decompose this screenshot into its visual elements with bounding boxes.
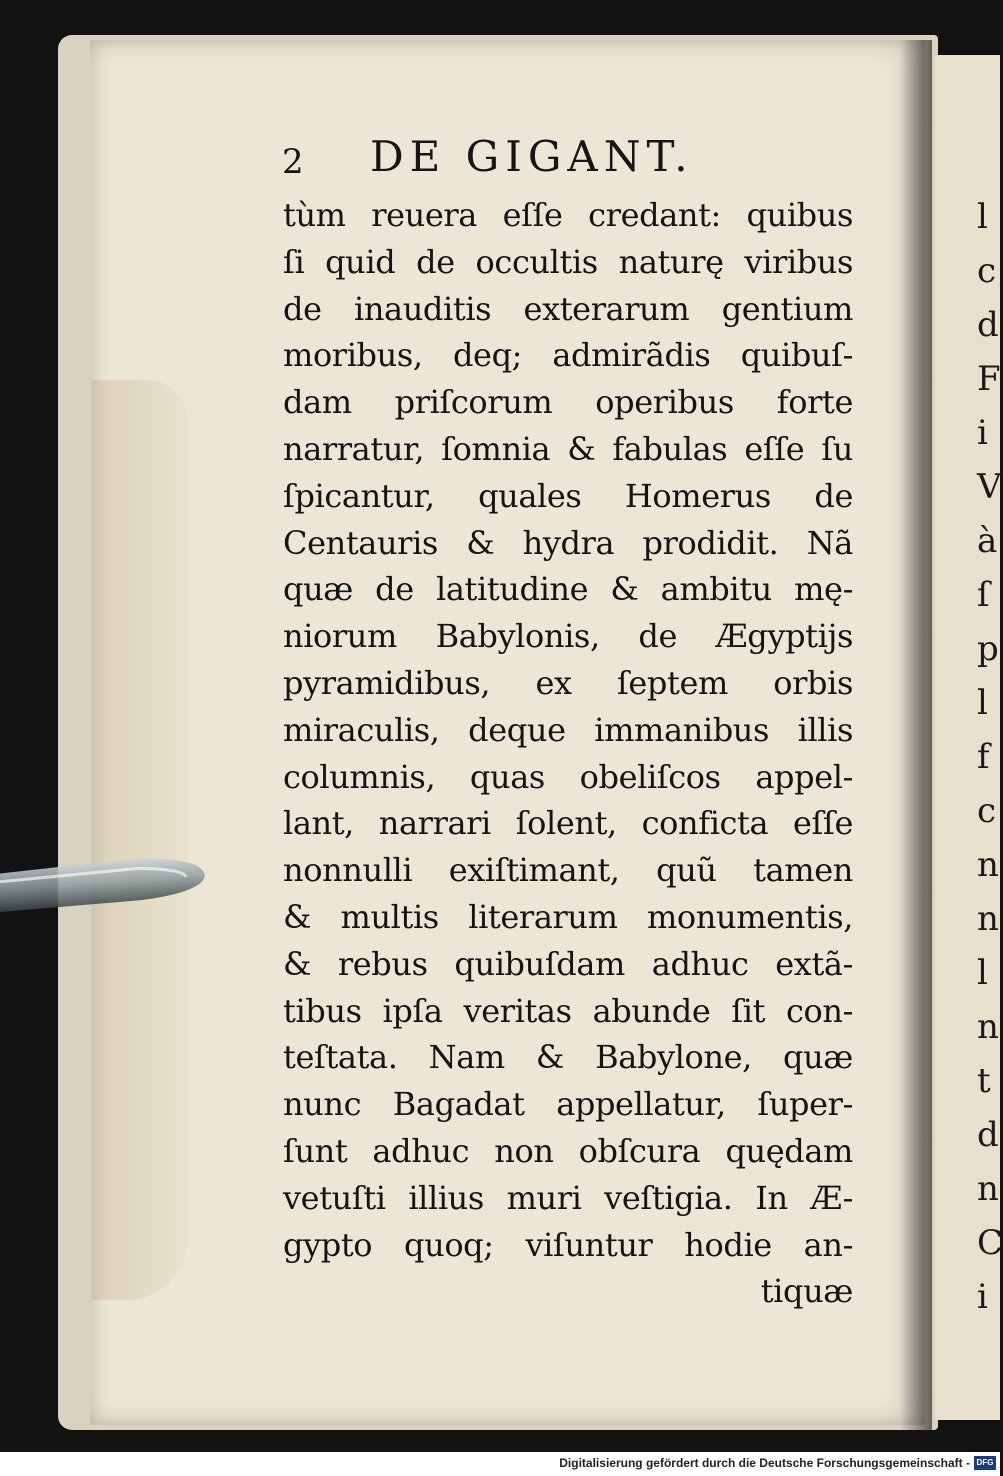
text-line: Centauris & hydra prodidit. Nã	[283, 523, 853, 562]
page-header	[282, 132, 782, 182]
gutter-shadow	[900, 40, 932, 1430]
text-line: teſtata. Nam & Babylone, quæ	[283, 1038, 853, 1077]
text-line: ſunt adhuc non obſcura quędam	[283, 1131, 853, 1170]
page-number: 2	[282, 142, 304, 182]
text-line: narratur, ſomnia & fabulas eſſe ſu	[283, 429, 853, 468]
text-line: ſpicantur, quales Homerus de	[283, 476, 853, 515]
running-head: DE GIGANT.	[370, 132, 694, 181]
facing-page-fragment: F	[977, 359, 1001, 399]
facing-page-fragment: i	[977, 1277, 988, 1317]
text-line: miraculis, deque immanibus illis	[283, 710, 853, 749]
facing-page-fragment: n	[977, 899, 999, 939]
facing-page-fragment: n	[977, 1169, 999, 1209]
facing-page-fragment: t	[977, 1061, 991, 1101]
facing-page-fragment: p	[977, 629, 999, 669]
text-line: gypto quoq; viſuntur hodie an-	[283, 1225, 853, 1264]
text-line: de inauditis exterarum gentium	[283, 289, 853, 328]
text-line: moribus, deq; admirãdis quibuſ-	[283, 336, 853, 375]
body-text	[283, 192, 853, 1315]
facing-page-fragment: l	[977, 683, 988, 723]
text-line: tiquæ	[760, 1272, 853, 1311]
dfg-logo-icon: DFG	[974, 1456, 996, 1470]
facing-page-fragment: ſ	[977, 575, 990, 615]
facing-page-fragment: d	[977, 1115, 999, 1155]
facing-page-fragment: l	[977, 197, 988, 237]
text-line: vetuſti illius muri veſtigia. In Æ-	[283, 1178, 853, 1217]
text-line: quæ de latitudine & ambitu mę-	[283, 570, 853, 609]
text-line: nonnulli exiſtimant, quũ tamen	[283, 851, 853, 890]
footer-credit: Digitalisierung gefördert durch die Deutsche Forschungsgemeinschaft -	[559, 1456, 970, 1470]
facing-page-edge	[935, 55, 1003, 1420]
facing-page-fragment: f	[977, 737, 990, 777]
text-line: tùm reuera eſſe credant: quibus	[283, 196, 853, 234]
text-line: dam priſcorum operibus forte	[283, 383, 853, 422]
facing-page-fragment: n	[977, 845, 999, 885]
footer	[0, 1452, 1000, 1476]
water-stain	[92, 380, 187, 1300]
text-line: nunc Bagadat appellatur, ſuper-	[283, 1085, 853, 1124]
facing-page-fragment: V	[977, 467, 1002, 507]
facing-page-fragment: l	[977, 953, 988, 993]
text-line: columnis, quas obeliſcos appel-	[283, 757, 853, 796]
facing-page-fragment: C	[977, 1223, 1003, 1263]
facing-page-fragment: c	[977, 791, 997, 831]
facing-page-fragment: c	[977, 251, 997, 291]
text-line: ſi quid de occultis naturę viribus	[283, 242, 853, 281]
facing-page-fragment: à	[977, 521, 998, 561]
facing-page-fragment: n	[977, 1007, 999, 1047]
text-line: lant, narrari ſolent, conficta eſſe	[283, 804, 853, 843]
text-line: tibus ipſa veritas abunde ſit con-	[283, 991, 853, 1030]
facing-page-fragment: i	[977, 413, 988, 453]
text-line: pyramidibus, ex ſeptem orbis	[283, 663, 853, 702]
text-line: & rebus quibuſdam adhuc extã-	[283, 944, 853, 983]
facing-page-fragment: d	[977, 305, 999, 345]
text-line: & multis literarum monumentis,	[283, 897, 853, 936]
text-line: niorum Babylonis, de Ægyptijs	[283, 617, 853, 656]
